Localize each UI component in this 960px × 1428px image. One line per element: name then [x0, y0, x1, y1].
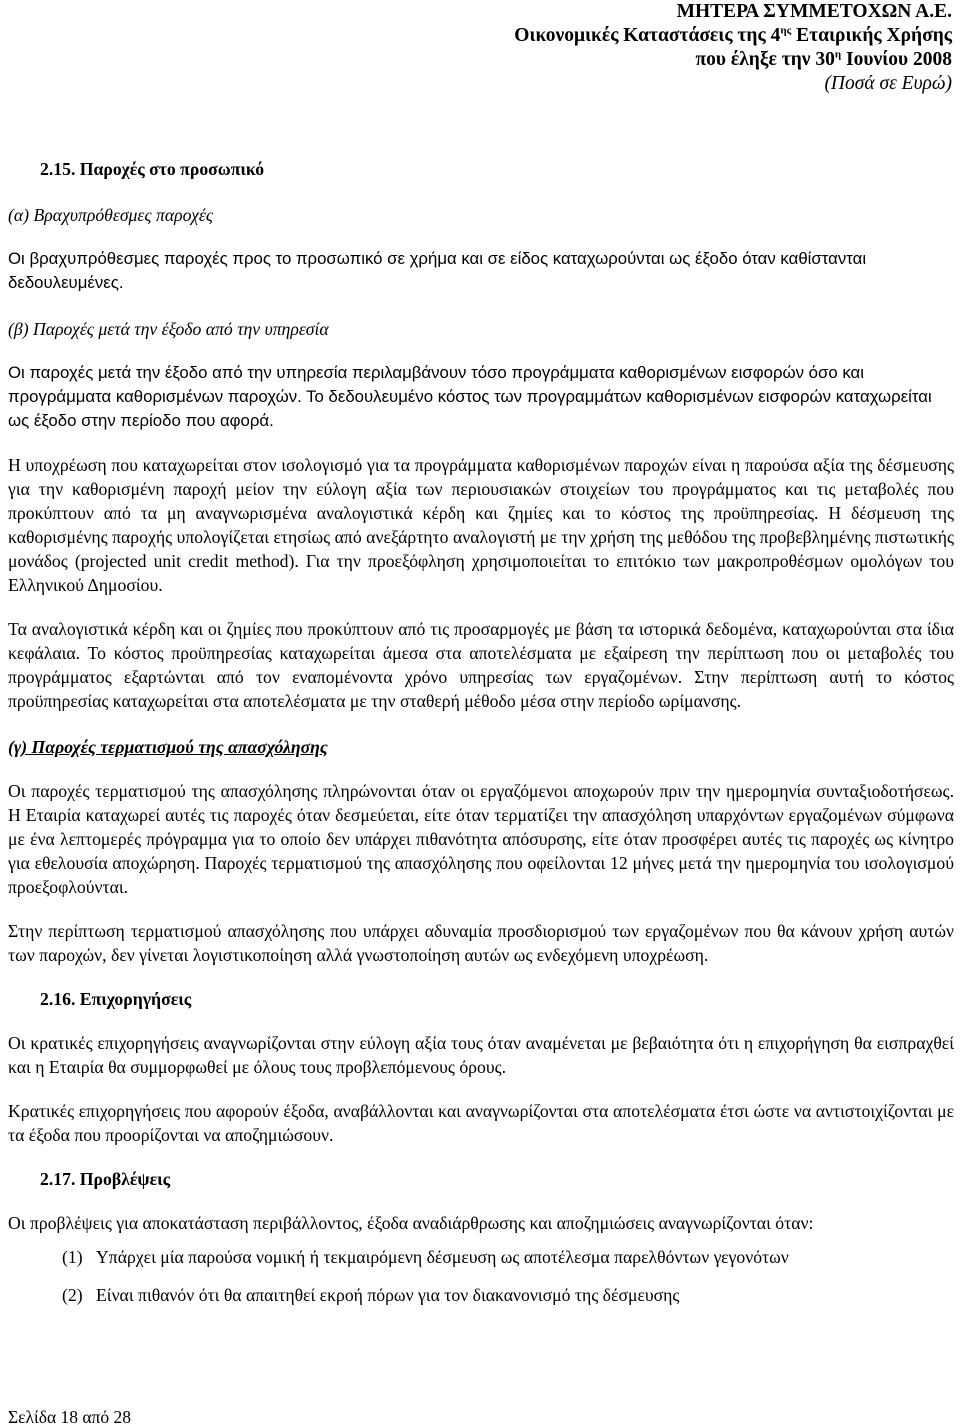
paragraph-2-16-2: Κρατικές επιχορηγήσεις που αφορούν έξοδα, αναβάλλονται και αναγνωρίζονται στα αποτελέσματα έτσι ώστε να αντιστοιχίζονται με τα έξοδα που προορίζονται να αποζημιώσουν. [8, 1101, 954, 1145]
paragraph-2-16-1: Οι κρατικές επιχορηγήσεις αναγνωρίζονται στην εύλογη αξία τους όταν αναμένεται με βεβαιότητα ότι η επιχορήγηση θα εισπραχθεί και η Εταιρία θα συμμορφωθεί με όλους τους προβλεπόμενους όρους. [8, 1033, 954, 1077]
subsection-title-b: (β) Παροχές μετά την έξοδο από την υπηρεσία [8, 319, 329, 339]
paragraph-a: Οι βραχυπρόθεσμες παροχές προς το προσωπικό σε χρήμα και σε είδος καταχωρούνται ως έξοδο όταν καθίστανται δεδουλευμένες. [8, 249, 867, 292]
paragraph-b-1: Οι παροχές μετά την έξοδο από την υπηρεσία περιλαμβάνουν τόσο προγράμματα καθορισμένων εισφορών όσο και προγράμματα καθορισμένων παροχών. Το δεδουλευμένο κόστος των προγραμμάτων καθορισμένων εισφορών καταχωρείται ως έξοδο στην περίοδο που αφορά. [8, 363, 932, 430]
page-body [8, 157, 954, 1307]
period-end: που έληξε την $30^\eta$ Ιουνίου 2008 [695, 48, 952, 70]
list-item-number: (1) [62, 1247, 83, 1267]
document-header [514, 0, 952, 96]
list-item-text: Υπάρχει μία παρούσα νομική ή τεκμαιρόμενη δέσμευση ως αποτέλεσμα παρελθόντων γεγονότων [96, 1247, 789, 1267]
paragraph-b-2: Η υποχρέωση που καταχωρείται στον ισολογισμό για τα προγράμματα καθορισμένων παροχών είναι η παρούσα αξία της δέσμευσης για την καθορισμένη παροχή μείον την εύλογη αξία των περιουσιακών στοιχείων του προγράμματος και τις μεταβολές που προκύπτουν από τα μη αναγνωρισμένα αναλογιστικά κέρδη και ζημίες και το κόστος της προϋπηρεσίας. Η δέσμευση της καθορισμένης παροχής υπολογίζεται ετησίως από ανεξάρτητο αναλογιστή με την χρήση της μεθόδου της προβεβλημένης πιστωτικής μονάδος (projected unit credit method). Για την προεξόφληση χρησιμοποιείται το επιτόκιο των μακροπροθέσμων ομολόγων του Ελληνικού Δημοσίου. [8, 455, 954, 595]
paragraph-c-1: Οι παροχές τερματισμού της απασχόλησης πληρώνονται όταν οι εργαζόμενοι αποχωρούν πριν την ημερομηνία συνταξιοδοτήσεως. Η Εταιρία καταχωρεί αυτές τις παροχές όταν δεσμεύεται, είτε όταν τερματίζει την απασχόληση υπαρχόντων εργαζομένων σύμφωνα με ένα λεπτομερές πρόγραμμα για το οποίο δεν υπάρχει πιθανότητα απόσυρσης, είτε όταν προσφέρει αυτές τις παροχές ως κίνητρο για εθελουσία αποχώρηση. Παροχές τερματισμού της απασχόλησης που οφείλονται 12 μήνες μετά την ημερομηνία του ισολογισμού προεξοφλούνται. [8, 781, 954, 897]
section-title-2-17: 2.17. Προβλέψεις [40, 1169, 171, 1189]
page-number: Σελίδα 18 από 28 [8, 1407, 132, 1427]
statements-title: Οικονομικές Καταστάσεις της $4^{\eta\varsigma}$ Εταιρικής Χρήσης [514, 24, 952, 46]
section-title-2-16: 2.16. Επιχορηγήσεις [40, 989, 192, 1009]
list-item-number: (2) [62, 1285, 83, 1305]
subsection-title-a: (α) Βραχυπρόθεσμες παροχές [8, 205, 214, 225]
paragraph-2-17-intro: Οι προβλέψεις για αποκατάσταση περιβάλλοντος, έξοδα αναδιάρθρωσης και αποζημιώσεις αναγνωρίζονται όταν: [8, 1213, 814, 1233]
list-item-text: Είναι πιθανόν ότι θα απαιτηθεί εκροή πόρων για τον διακανονισμό της δέσμευσης [96, 1285, 680, 1305]
paragraph-b-3: Τα αναλογιστικά κέρδη και οι ζημίες που προκύπτουν από τις προσαρμογές με βάση τα ιστορικά δεδομένα, καταχωρούνται στα ίδια κεφάλαια. Το κόστος προϋπηρεσίας καταχωρείται άμεσα στα αποτελέσματα με εξαίρεση την περίπτωση που οι μεταβολές του προγράμματος εξαρτώνται από τον εναπομένοντα χρόνο υπηρεσίας των εργαζομένων. Στην περίπτωση αυτή το κόστος προϋπηρεσίας καταχωρείται στα αποτελέσματα με την σταθερή μέθοδο μέσα στην περίοδο ωρίμανσης. [8, 619, 954, 711]
list-item [8, 1283, 954, 1307]
currency-note: (Ποσά σε Ευρώ) [824, 73, 952, 94]
subsection-title-c: (γ) Παροχές τερματισμού της απασχόλησης [8, 737, 328, 757]
company-name: ΜΗΤΕΡΑ ΣΥΜΜΕΤΟΧΩΝ Α.Ε. [676, 1, 952, 22]
list-item [8, 1245, 954, 1269]
section-title-2-15: 2.15. Παροχές στο προσωπικό [40, 159, 265, 179]
paragraph-c-2: Στην περίπτωση τερματισμού απασχόλησης που υπάρχει αδυναμία προσδιορισμού των εργαζομένων που θα κάνουν χρήση αυτών των παροχών, δεν γίνεται λογιστικοποίηση αλλά γνωστοποίηση αυτών ως ενδεχόμενη υποχρέωση. [8, 921, 954, 965]
